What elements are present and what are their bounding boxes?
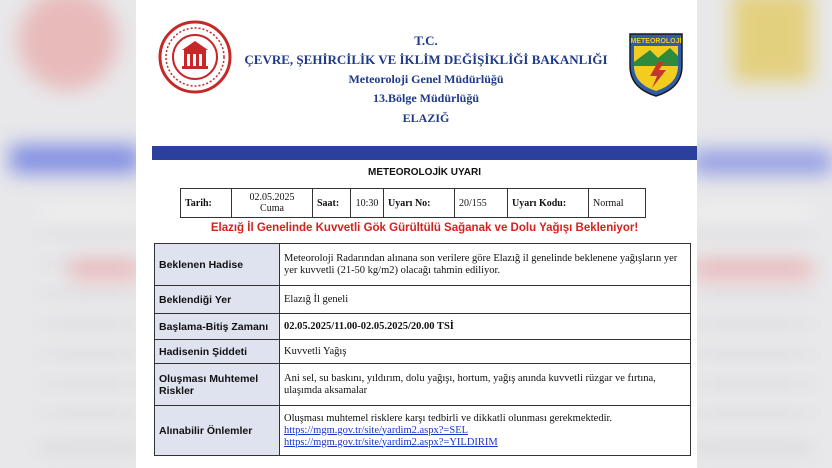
day-text: Cuma	[260, 203, 284, 214]
bg-blur-logo	[732, 0, 812, 82]
date-value	[232, 189, 313, 218]
letterhead-tc: T.C.	[414, 33, 438, 48]
precaution-text: Oluşması muhtemel risklere karşı tedbirli ve dikkatli olunması gerekmektedir.	[284, 412, 613, 424]
logo-text: METEOROLOJİ	[630, 38, 682, 45]
bg-blur-rows	[692, 210, 812, 450]
date-label: Tarih:	[181, 189, 232, 218]
notice-info-table	[180, 188, 646, 218]
letterhead-ministry: ÇEVRE, ŞEHİRCİLİK VE İKLİM DEĞİŞİKLİĞİ BAKANLIĞI	[244, 52, 608, 67]
notice-title: METEOROLOJİK UYARI	[368, 167, 481, 178]
code-label: Uyarı Kodu:	[508, 189, 589, 218]
bg-blur-bar	[692, 150, 832, 174]
warning-details-table	[154, 243, 691, 456]
code-value: Normal	[589, 189, 646, 218]
detail-row	[155, 244, 691, 286]
detail-row	[155, 286, 691, 314]
letterhead-city: ELAZIĞ	[402, 111, 450, 125]
bg-blur-headline	[70, 262, 140, 278]
detail-row	[155, 340, 691, 364]
number-value: 20/155	[455, 189, 508, 218]
detail-value: Meteoroloji Radarından alınana son verilere göre Elazığ il genelinde beklenene yağışların yer yer kuvvetli (21-50 kg/m2) olacağı tahmin ediliyor.	[280, 244, 691, 286]
bg-blur-headline	[692, 262, 812, 278]
warning-document	[136, 0, 697, 468]
detail-value: Elazığ İl geneli	[280, 286, 691, 314]
bg-blur-rows	[40, 210, 140, 450]
detail-label: Başlama-Bitiş Zamanı	[155, 314, 280, 340]
bg-blur-bar	[10, 145, 140, 173]
warning-headline: Elazığ İl Genelinde Kuvvetli Gök Gürültülü Sağanak ve Dolu Yağışı Bekleniyor!	[210, 222, 639, 234]
time-value: 10:30	[351, 189, 384, 218]
detail-row	[155, 364, 691, 406]
time-label: Saat:	[313, 189, 351, 218]
letterhead	[236, 32, 616, 128]
detail-label: Beklendiği Yer	[155, 286, 280, 314]
detail-label: Hadisenin Şiddeti	[155, 340, 280, 364]
detail-value: Kuvvetli Yağış	[280, 340, 691, 364]
detail-value: Ani sel, su baskını, yıldırım, dolu yağışı, hortum, yağış anında kuvvetli rüzgar ve fırtına, ulaşımda aksamalar	[280, 364, 691, 406]
detail-label: Beklenen Hadise	[155, 244, 280, 286]
header-divider	[152, 146, 697, 160]
flood-info-link[interactable]: https://mgm.gov.tr/site/yardim2.aspx?=SEL	[284, 424, 469, 436]
letterhead-region: 13.Bölge Müdürlüğü	[372, 91, 480, 105]
date-text: 02.05.2025	[249, 192, 295, 203]
lightning-info-link[interactable]: https://mgm.gov.tr/site/yardim2.aspx?=YILDIRIM	[284, 436, 498, 448]
ministry-seal-icon	[158, 20, 232, 94]
letterhead-directorate: Meteoroloji Genel Müdürlüğü	[348, 72, 504, 86]
meteoroloji-logo-icon	[628, 32, 684, 98]
detail-value	[280, 406, 691, 456]
detail-row	[155, 314, 691, 340]
detail-label: Oluşması Muhtemel Riskler	[155, 364, 280, 406]
number-label: Uyarı No:	[384, 189, 455, 218]
bg-blur-seal	[18, 0, 118, 90]
detail-row	[155, 406, 691, 456]
detail-label: Alınabilir Önlemler	[155, 406, 280, 456]
detail-value: 02.05.2025/11.00-02.05.2025/20.00 TSİ	[280, 314, 691, 340]
